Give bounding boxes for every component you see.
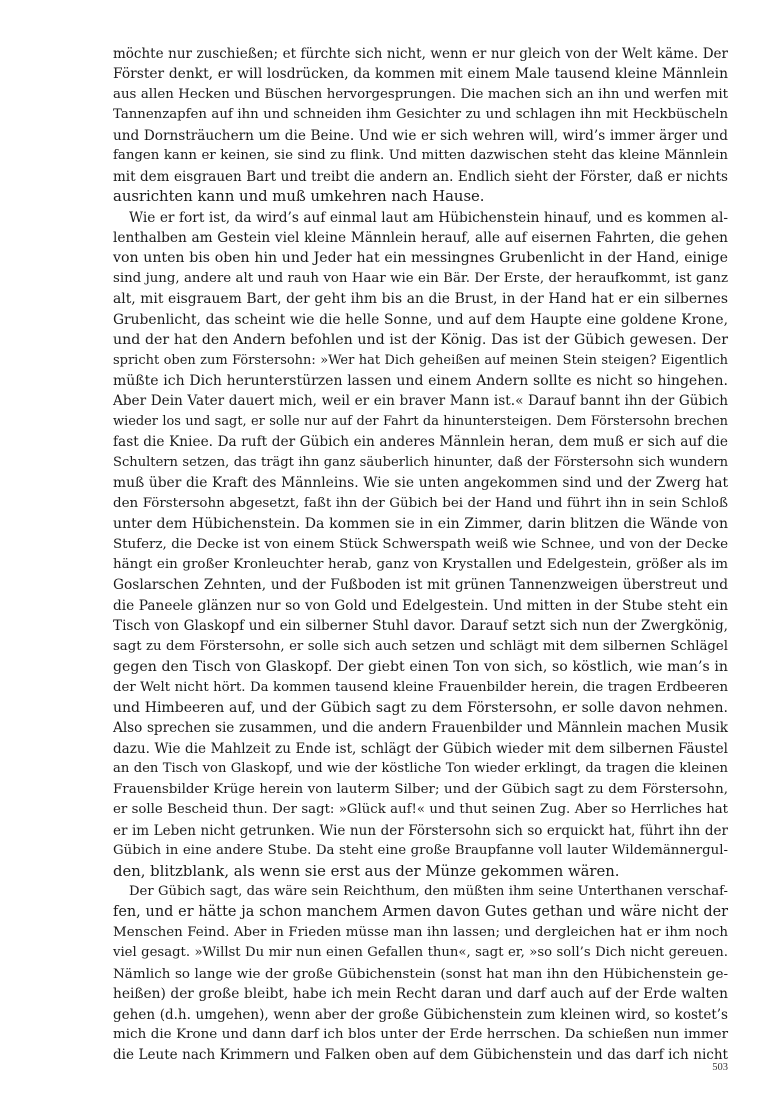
text-line: unter dem Hübichenstein. Da kommen sie in ein Zimmer, darin blitzen die Wände von <box>113 516 728 533</box>
text-line: von unten bis oben hin und Jeder hat ein messingnes Grubenlicht in der Hand, einige <box>113 250 728 267</box>
text-line: an den Tisch von Glaskopf, und wie der köstliche Ton wieder erklingt, da tragen die kleinen <box>113 761 728 777</box>
text-line: sind jung, andere alt und rauh von Haar wie ein Bär. Der Erste, der heraufkommt, ist ganz <box>113 270 728 286</box>
text-line: viel gesagt. »Willst Du mir nun einen Gefallen thun«, sagt er, »so soll’s Dich nicht gereuen. <box>113 945 728 961</box>
text-line: lenthalben am Gestein viel kleine Männlein herauf, alle auf eisernen Fahrten, die gehen <box>113 229 728 246</box>
text-line: dazu. Wie die Mahlzeit zu Ende ist, schlägt der Gübich wieder mit dem silbernen Fäustel <box>113 740 728 757</box>
text-line: ausrichten kann und muß umkehren nach Hause. <box>113 188 485 206</box>
text-line: den Förstersohn abgesetzt, faßt ihn der Gübich bei der Hand und führt ihn in sein Schloß <box>113 495 728 511</box>
text-line: Aber Dein Vater dauert mich, weil er ein braver Mann ist.« Darauf bannt ihn der Gübich <box>113 393 728 410</box>
text-line: Stuferz, die Decke ist von einem Stück Schwerspath weiß wie Schnee, und von der Decke <box>113 536 728 552</box>
text-line: der Welt nicht hört. Da kommen tausend kleine Frauenbilder herein, die tragen Erdbeeren <box>113 679 728 695</box>
text-line: gegen den Tisch von Glaskopf. Der giebt einen Ton von sich, so köstlich, wie man’s in <box>113 659 728 676</box>
text-line: wieder los und sagt, er solle nur auf der Fahrt da hinuntersteigen. Dem Förstersohn brechen <box>113 413 728 429</box>
text-line: fast die Kniee. Da ruft der Gübich ein anderes Männlein heran, dem muß er sich auf die <box>113 434 728 451</box>
text-line: Gübich in eine andere Stube. Da steht eine große Braupfanne voll lauter Wildemännergul- <box>113 843 728 859</box>
text-line: Wie er fort ist, da wird’s auf einmal laut am Hübichenstein hinauf, und es kommen al- <box>129 209 728 226</box>
text-line: und der hat den Andern befohlen und ist der König. Das ist der Gübich gewesen. Der <box>113 332 728 349</box>
text-line: mit dem eisgrauen Bart und treibt die andern an. Endlich sieht der Förster, daß er nichts <box>113 168 728 185</box>
text-line: er im Leben nicht getrunken. Wie nun der Förstersohn sich so erquickt hat, führt ihn der <box>113 822 728 839</box>
text-line: Schultern setzen, das trägt ihn ganz säuberlich hinunter, daß der Förstersohn sich wundern <box>113 454 728 470</box>
text-line: müßte ich Dich herunterstürzen lassen und einem Andern sollte es nicht so hingehen. <box>113 373 728 389</box>
text-line: Tisch von Glaskopf und ein silberner Stuhl davor. Darauf setzt sich nun der Zwergkönig, <box>113 618 728 635</box>
text-line: den, blitzblank, als wenn sie erst aus der Münze gekommen wären. <box>113 862 620 880</box>
text-line: sagt zu dem Förstersohn, er solle sich auch setzen und schlägt mit dem silbernen Schlägel <box>113 638 728 654</box>
text-line: mich die Krone und dann darf ich blos unter der Erde herrschen. Da schießen nun immer <box>113 1027 728 1042</box>
text-body <box>113 44 728 1066</box>
text-line: alt, mit eisgrauem Bart, der geht ihm bis an die Brust, in der Hand hat er ein silbernes <box>113 291 728 308</box>
text-line: die Leute nach Krimmern und Falken oben auf dem Gübichenstein und das darf ich nicht <box>113 1047 728 1064</box>
text-line: muß über die Kraft des Männleins. Wie sie unten angekommen sind und der Zwerg hat <box>113 475 728 492</box>
text-line: spricht oben zum Förstersohn: »Wer hat Dich geheißen auf meinen Stein steigen? Eigentlich <box>113 352 728 368</box>
text-line: möchte nur zuschießen; et fürchte sich nicht, wenn er nur gleich von der Welt käme. Der <box>113 46 728 62</box>
text-line: fen, und er hätte ja schon manchem Armen davon Gutes gethan und wäre nicht der <box>113 904 728 921</box>
text-line: aus allen Hecken und Büschen hervorgesprungen. Die machen sich an ihn und werfen mit <box>113 86 728 102</box>
text-line: Grubenlicht, das scheint wie die helle Sonne, und auf dem Haupte eine goldene Krone, <box>113 311 728 328</box>
text-line: und Himbeeren auf, und der Gübich sagt zu dem Förstersohn, er solle davon nehmen. <box>113 700 728 716</box>
text-line: hängt ein großer Kronleuchter herab, ganz von Krystallen und Edelgestein, größer als im <box>113 556 728 572</box>
text-line: und Dornsträuchern um die Beine. Und wie er sich wehren will, wird’s immer ärger und <box>113 127 728 144</box>
text-line: Goslarschen Zehnten, und der Fußboden ist mit grünen Tannenzweigen überstreut und <box>113 577 728 594</box>
text-line: heißen) der große bleibt, habe ich mein Recht daran und darf auch auf der Erde walten <box>113 986 728 1003</box>
text-line: Also sprechen sie zusammen, und die andern Frauenbilder und Männlein machen Musik <box>113 720 728 737</box>
text-line: Der Gübich sagt, das wäre sein Reichthum, den müßten ihm seine Unterthanen verschaf- <box>129 883 728 899</box>
text-line: Menschen Feind. Aber in Frieden müsse man ihn lassen; und dergleichen hat er ihm noch <box>113 924 728 940</box>
text-line: Nämlich so lange wie der große Gübichenstein (sonst hat man ihn den Hübichenstein ge- <box>113 965 728 982</box>
text-line: die Paneele glänzen nur so von Gold und Edelgestein. Und mitten in der Stube steht ein <box>113 597 728 614</box>
text-line: Frauensbilder Krüge herein von lauterm Silber; und der Gübich sagt zu dem Förstersohn, <box>113 781 728 797</box>
text-line: er solle Bescheid thun. Der sagt: »Glück auf!« und thut seinen Zug. Aber so Herrliches hat <box>113 802 728 818</box>
text-line: Förster denkt, er will losdrücken, da kommen mit einem Male tausend kleine Männlein <box>113 66 728 83</box>
text-line: Tannenzapfen auf ihn und schneiden ihm Gesichter zu und schlagen ihn mit Heckbüscheln <box>113 107 728 123</box>
page-number: 503 <box>712 1062 728 1073</box>
text-line: gehen (d.h. umgehen), wenn aber der große Gübichenstein zum kleinen wird, so kostet’s <box>113 1006 728 1023</box>
text-line: fangen kann er keinen, sie sind zu flink. Und mitten dazwischen steht das kleine Männlein <box>113 148 728 164</box>
